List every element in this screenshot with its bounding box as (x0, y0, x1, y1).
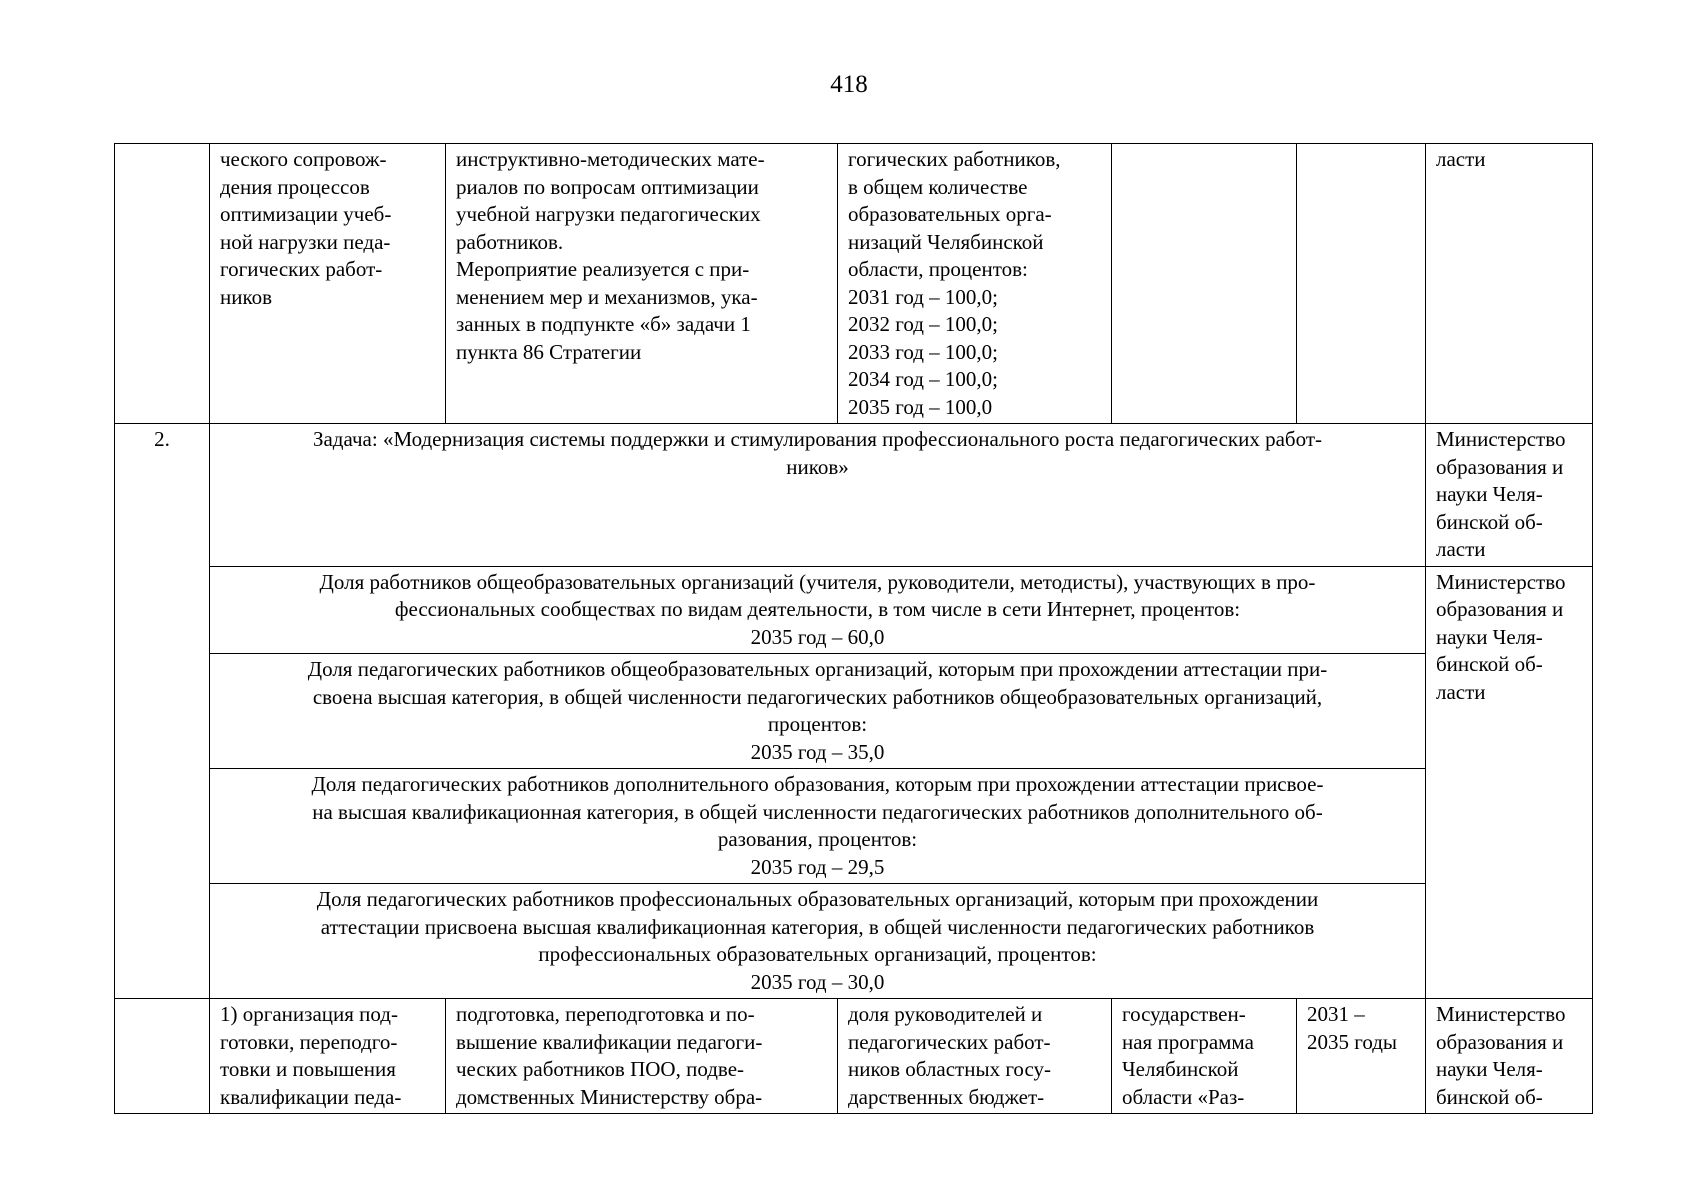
text-line: менением мер и механизмов, ука- (456, 284, 758, 309)
text-line: ческого сопровож- (220, 147, 387, 171)
text-line: аттестации присвоена высшая квалификационная категория, в общей численности педагогических работников (320, 914, 1315, 939)
text-line: гогических работников, (848, 147, 1061, 171)
text-line: инструктивно-методических мате- (456, 147, 765, 171)
text-line: ников областных госу- (848, 1057, 1051, 1081)
cell-source-empty (1112, 144, 1297, 424)
text-line: ласти (1436, 679, 1486, 704)
text-line: области, процентов: (848, 257, 1028, 281)
text-line: своена высшая категория, в общей численности педагогических работников общеобразовательных организаций, (312, 684, 1323, 709)
text-line: подготовка, переподготовка и по- (456, 1002, 755, 1026)
text-line: Доля педагогических работников общеобразовательных организаций, которым при прохождении аттестации при- (307, 657, 1328, 681)
text-line: в общем количестве (848, 174, 1028, 199)
table-row-continued (115, 144, 1593, 424)
text-line: педагогических работ- (848, 1029, 1051, 1054)
text-line: профессиональных образовательных организаций, процентов: (538, 942, 1097, 966)
text-line: Задача: «Модернизация системы поддержки и стимулирования профессионального роста педагогических работ- (312, 427, 1323, 451)
page-number: 418 (830, 71, 868, 98)
text-line: фессиональных сообществах по видам деятельности, в том числе в сети Интернет, процентов: (394, 597, 1241, 621)
text-line: 2031 год – 100,0; (848, 284, 999, 309)
text-line: государствен- (1122, 1002, 1246, 1026)
cell-indicator-3 (210, 769, 1426, 884)
text-line: 2032 год – 100,0; (848, 312, 999, 336)
text-line: работников. (456, 229, 564, 254)
table-row-measure (115, 999, 1593, 1114)
cell-responsible (1426, 144, 1593, 424)
text-line: 2035 год – 29,5 (750, 854, 885, 879)
cell-responsible (1426, 999, 1593, 1114)
text-line: 1) организация под- (220, 1002, 398, 1026)
text-line: ласти (1436, 537, 1486, 561)
cell-indicator-4 (210, 884, 1426, 999)
text-line: 2035 год – 35,0 (750, 739, 885, 764)
text-line: домственных Министерству обра- (456, 1084, 763, 1109)
text-line: области «Раз- (1122, 1084, 1245, 1109)
text-line: 2033 год – 100,0; (848, 339, 999, 364)
text-line: дарственных бюджет- (848, 1084, 1045, 1109)
cell-indicators-responsible (1426, 566, 1593, 999)
table-row-indicator (115, 566, 1593, 654)
cell-indicator-1 (210, 566, 1426, 654)
text-line: готовки, переподго- (220, 1029, 398, 1054)
text-line: Челябинской (1122, 1057, 1239, 1081)
text-line: Министерство (1436, 427, 1566, 451)
table-row-indicator (115, 769, 1593, 884)
cell-measure-name (210, 999, 446, 1114)
text-line: ников (220, 284, 273, 309)
text-line: вышение квалификации педагоги- (456, 1029, 763, 1054)
text-line: 2035 год – 60,0 (750, 624, 885, 649)
text-line: ной нагрузки педа- (220, 229, 391, 254)
text-line: учебной нагрузки педагогических (456, 202, 761, 226)
cell-number-empty (115, 144, 210, 424)
text-line: Доля работников общеобразовательных организаций (учителя, руководители, методисты), участвующих в про- (319, 569, 1316, 594)
text-line: науки Челя- (1436, 1057, 1543, 1081)
text-line: бинской об- (1436, 652, 1543, 676)
text-line: занных в подпункте «б» задачи 1 (456, 312, 751, 336)
text-line: 2035 годы (1307, 1029, 1398, 1054)
table-row-task (115, 424, 1593, 567)
text-line: Министерство (1436, 569, 1566, 594)
text-line: пункта 86 Стратегии (456, 339, 642, 364)
text-line: доля руководителей и (848, 1002, 1043, 1026)
text-line: науки Челя- (1436, 482, 1543, 506)
text-line: образовательных орга- (848, 202, 1052, 226)
text-line: оптимизации учеб- (220, 202, 392, 226)
text-line: на высшая квалификационная категория, в общей численности педагогических работников дополнительного об- (312, 799, 1323, 824)
text-line: Доля педагогических работников дополнительного образования, которым при прохождении аттестации присвое- (311, 772, 1324, 796)
text-line: бинской об- (1436, 1084, 1543, 1109)
text-line: образования и (1436, 1029, 1564, 1054)
cell-period-empty (1297, 144, 1426, 424)
text-line: разования, процентов: (717, 827, 918, 851)
text-line: процентов: (767, 712, 868, 736)
cell-number-empty (115, 999, 210, 1114)
cell-measure-name (210, 144, 446, 424)
text-line: 2035 год – 100,0 (848, 394, 993, 419)
cell-task-number: 2. (115, 424, 210, 999)
text-line: низаций Челябинской (848, 229, 1044, 254)
text-line: 2034 год – 100,0; (848, 367, 999, 391)
text-line: образования и (1436, 454, 1564, 479)
cell-period (1297, 999, 1426, 1114)
cell-source (1112, 999, 1297, 1114)
cell-indicator-2 (210, 654, 1426, 769)
cell-indicator (838, 144, 1112, 424)
measures-table (114, 143, 1593, 1114)
text-line: ческих работников ПОО, подве- (456, 1057, 745, 1081)
cell-measure-description (446, 144, 838, 424)
text-line: Министерство (1436, 1002, 1566, 1026)
text-line: ласти (1436, 147, 1486, 171)
cell-task-title (210, 424, 1426, 567)
text-line: дения процессов (220, 174, 370, 199)
text-line: образования и (1436, 597, 1564, 621)
text-line: 2031 – (1307, 1002, 1365, 1026)
text-line: Доля педагогических работников профессиональных образовательных организаций, которым при прохождении (316, 887, 1319, 911)
table-row-indicator (115, 884, 1593, 999)
text-line: гогических работ- (220, 257, 383, 281)
cell-task-responsible (1426, 424, 1593, 567)
cell-indicator (838, 999, 1112, 1114)
text-line: товки и повышения (220, 1057, 396, 1081)
text-line: 2035 год – 30,0 (750, 969, 885, 994)
table-row-indicator (115, 654, 1593, 769)
text-line: ников» (786, 454, 849, 479)
text-line: науки Челя- (1436, 624, 1543, 649)
text-line: квалификации педа- (220, 1084, 402, 1109)
text-line: ная программа (1122, 1029, 1254, 1054)
text-line: Мероприятие реализуется с при- (456, 257, 750, 281)
text-line: бинской об- (1436, 509, 1543, 534)
text-line: риалов по вопросам оптимизации (456, 174, 759, 199)
cell-measure-description (446, 999, 838, 1114)
